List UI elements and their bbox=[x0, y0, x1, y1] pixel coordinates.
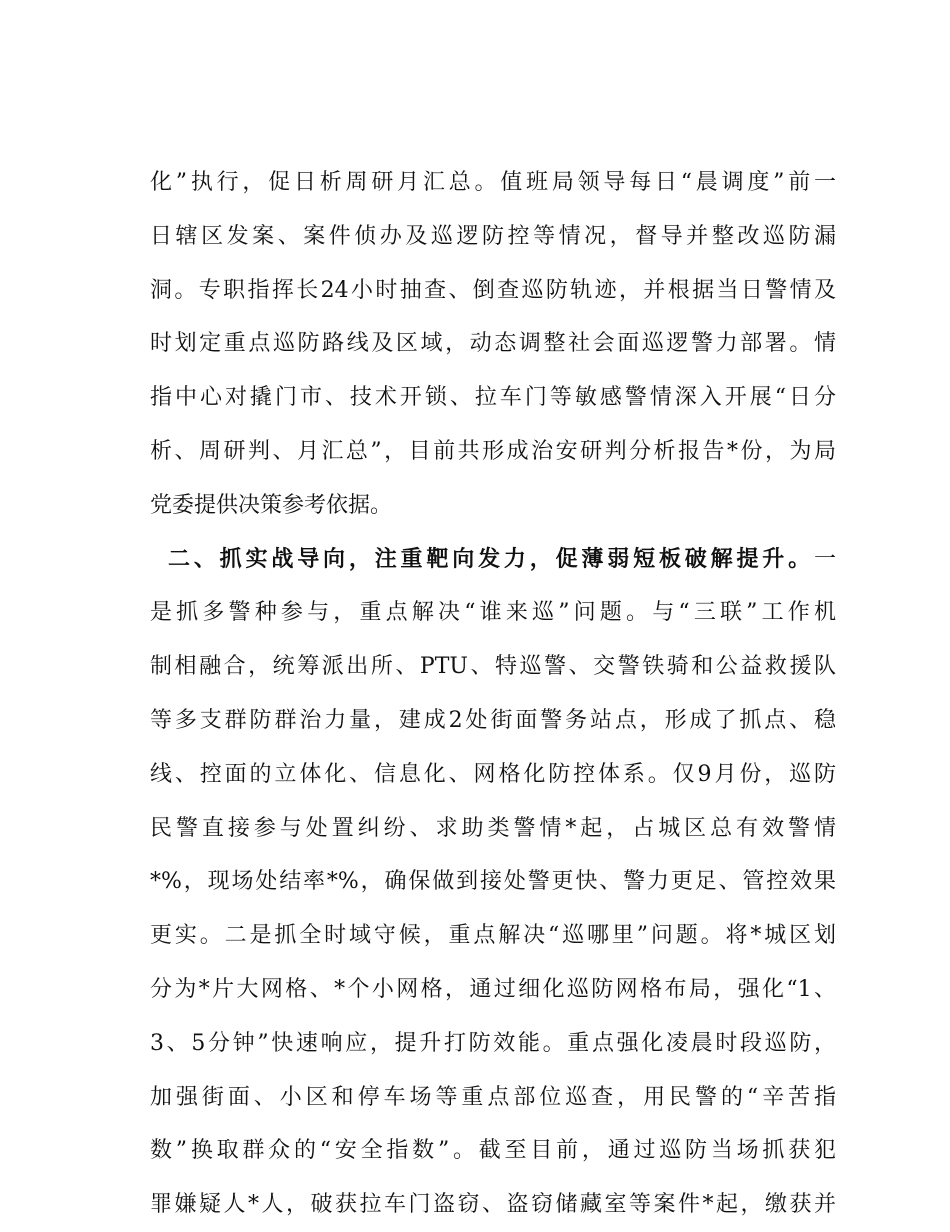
paragraph-1 bbox=[150, 156, 836, 533]
section-heading-line bbox=[150, 533, 836, 587]
text-line: 线、控面的立体化、信息化、网格化防控体系。仅9月份，巡防 bbox=[150, 761, 836, 787]
text-line: *%，现场处结率*%，确保做到接处警更快、警力更足、管控效果 bbox=[150, 869, 836, 895]
text-line: 日辖区发案、案件侦办及巡逻防控等情况，督导并整改巡防漏 bbox=[150, 223, 836, 249]
text-line: 分为*片大网格、*个小网格，通过细化巡防网格布局，强化“1、 bbox=[150, 976, 836, 1002]
text-line: 指中心对撬门市、技术开锁、拉车门等敏感警情深入开展“日分 bbox=[150, 385, 836, 411]
text-line: 罪嫌疑人*人，破获拉车门盗窃、盗窃储藏室等案件*起，缴获并 bbox=[150, 1192, 836, 1218]
text-line: 析、周研判、月汇总”，目前共形成治安研判分析报告*份，为局 bbox=[150, 438, 836, 464]
text-line: 更实。二是抓全时域守候，重点解决“巡哪里”问题。将*城区划 bbox=[150, 923, 836, 949]
text-line: 3、5分钟”快速响应，提升打防效能。重点强化凌晨时段巡防， bbox=[150, 1030, 836, 1056]
text-line: 数”换取群众的“安全指数”。截至目前，通过巡防当场抓获犯 bbox=[150, 1138, 836, 1164]
section-heading: 二、抓实战导向，注重靶向发力，促薄弱短板破解提升。 bbox=[168, 546, 814, 572]
text-line: 洞。专职指挥长24小时抽查、倒查巡防轨迹，并根据当日警情及 bbox=[150, 277, 836, 303]
paragraph-2 bbox=[150, 533, 836, 1232]
document-page bbox=[150, 156, 836, 1232]
text-line: 加强街面、小区和停车场等重点部位巡查，用民警的“辛苦指 bbox=[150, 1084, 836, 1110]
text-line: 化”执行，促日析周研月汇总。值班局领导每日“晨调度”前一 bbox=[150, 170, 836, 195]
text-line: 等多支群防群治力量，建成2处街面警务站点，形成了抓点、稳 bbox=[150, 707, 836, 733]
heading-tail-text: 一 bbox=[813, 546, 836, 572]
text-line: 是抓多警种参与，重点解决“谁来巡”问题。与“三联”工作机 bbox=[150, 600, 836, 626]
text-line: 时划定重点巡防路线及区域，动态调整社会面巡逻警力部署。情 bbox=[150, 331, 836, 357]
text-line: 党委提供决策参考依据。 bbox=[150, 492, 393, 518]
text-line: 制相融合，统筹派出所、PTU、特巡警、交警铁骑和公益救援队 bbox=[150, 654, 836, 680]
text-line: 民警直接参与处置纠纷、求助类警情*起，占城区总有效警情 bbox=[150, 815, 836, 841]
